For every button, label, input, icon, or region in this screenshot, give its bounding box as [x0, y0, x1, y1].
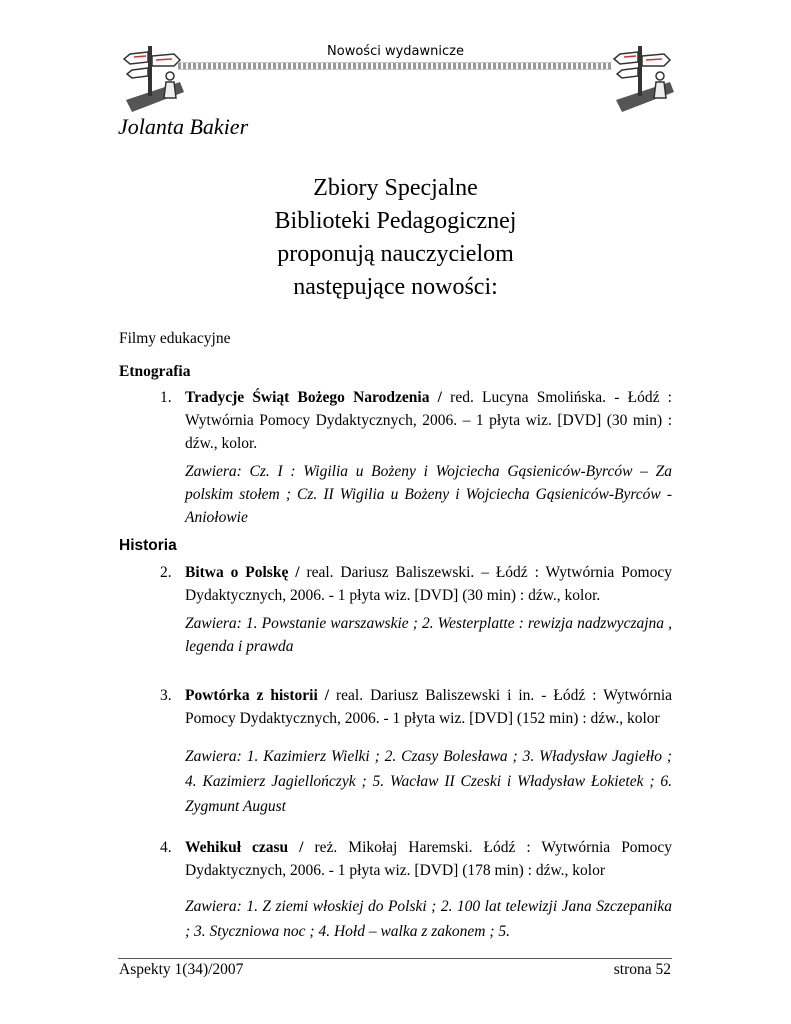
item-number: 4. — [160, 839, 172, 856]
item-details: red. Lucyna Smolińska. - Łódź : Wytwórnia Pomocy Dydaktycznych, 2006. – 1 płyta wiz. [DVD] (30 min) : dźw., kolor. — [185, 389, 672, 452]
item-description — [185, 561, 672, 607]
title-line: proponują nauczycielom — [277, 241, 514, 267]
item-number: 3. — [160, 687, 172, 704]
page-title — [0, 172, 791, 304]
item-details: real. Dariusz Baliszewski i in. - Łódź : Wytwórnia Pomocy Dydaktycznych, 2006. - 1 płyta wiz. [DVD] (152 min) : dźw., kolor — [185, 687, 673, 727]
item-description — [185, 386, 672, 455]
running-header: Nowości wydawnicze — [327, 44, 464, 59]
footer-divider — [118, 958, 672, 959]
section-heading-historia: Historia — [119, 537, 177, 554]
section-heading-etnografia: Etnografia — [119, 363, 191, 380]
footer-page-number: strona 52 — [613, 961, 671, 978]
title-line: następujące nowości: — [293, 274, 498, 300]
item-title: Wehikuł czasu / — [185, 839, 304, 856]
list-item — [160, 386, 672, 529]
header-divider — [178, 62, 612, 70]
item-title: Powtórka z historii / — [185, 687, 330, 704]
title-line: Zbiory Specjalne — [313, 175, 478, 201]
item-contents: Zawiera: 1. Powstanie warszawskie ; 2. Westerplatte : rewizja nadzwyczajna , legenda i prawda — [185, 615, 672, 655]
list-item — [160, 836, 672, 944]
category-heading: Filmy edukacyjne — [119, 330, 231, 347]
list-item — [160, 561, 672, 658]
title-line: Biblioteki Pedagogicznej — [274, 208, 517, 234]
item-number: 2. — [160, 564, 172, 581]
item-contents: Zawiera: 1. Z ziemi włoskiej do Polski ; 2. 100 lat telewizji Jana Szczepanika ; 3. Styczniowa noc ; 4. Hołd – walka z zakonem ; 5. — [185, 898, 672, 940]
item-details: real. Dariusz Baliszewski. – Łódź : Wytwórnia Pomocy Dydaktycznych, 2006. - 1 płyta wiz. [DVD] (30 min) : dźw., kolor. — [185, 564, 672, 604]
item-contents: Zawiera: Cz. I : Wigilia u Bożeny i Wojciecha Gąsieniców-Byrców – Za polskim stołem ; Cz. II Wigilia u Bożeny i Wojciecha Gąsieniców-Byrców - Aniołowie — [185, 463, 672, 526]
item-contents: Zawiera: 1. Kazimierz Wielki ; 2. Czasy Bolesława ; 3. Władysław Jagiełło ; 4. Kazimierz Jagiellończyk ; 5. Wacław II Czeski i Władysław Łokietek ; 6. Zygmunt August — [185, 748, 672, 815]
item-title: Bitwa o Polskę / — [185, 564, 300, 581]
item-details: reż. Mikołaj Haremski. Łódź : Wytwórnia Pomocy Dydaktycznych, 2006. - 1 płyta wiz. [DVD] (178 min) : dźw., kolor — [185, 839, 672, 879]
item-title: Tradycje Świąt Bożego Narodzenia / — [185, 389, 442, 406]
list-item — [160, 684, 672, 819]
item-description — [185, 684, 672, 730]
footer-journal: Aspekty 1(34)/2007 — [119, 961, 244, 978]
item-number: 1. — [160, 389, 172, 406]
item-description — [185, 836, 672, 882]
author-name: Jolanta Bakier — [118, 114, 249, 139]
